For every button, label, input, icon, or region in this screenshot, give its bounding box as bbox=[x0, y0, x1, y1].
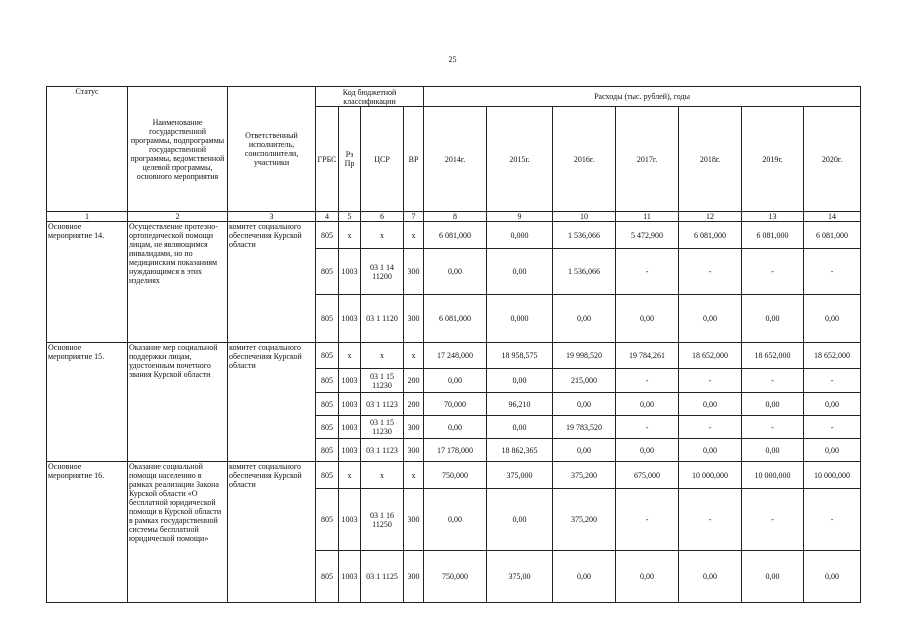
column-number: 12 bbox=[679, 212, 742, 222]
cell-value: 0,00 bbox=[742, 295, 804, 343]
cell-rzpr: х bbox=[339, 462, 361, 489]
column-number: 6 bbox=[361, 212, 404, 222]
cell-value: 96,210 bbox=[487, 393, 553, 416]
cell-value: 375,00 bbox=[487, 551, 553, 603]
cell-value: 0,00 bbox=[679, 295, 742, 343]
cell-grbs: 805 bbox=[316, 462, 339, 489]
cell-value: 0,00 bbox=[487, 416, 553, 439]
cell-csr: 03 1 15 11230 bbox=[361, 369, 404, 393]
cell-value: 0,00 bbox=[742, 439, 804, 462]
header-rzpr: Рз Пр bbox=[339, 107, 361, 212]
cell-value: 375,200 bbox=[553, 462, 616, 489]
header-expenses: Расходы (тыс. рублей), годы bbox=[424, 87, 861, 107]
cell-value: 10 000,000 bbox=[679, 462, 742, 489]
cell-value: 0,00 bbox=[424, 249, 487, 295]
cell-value: - bbox=[804, 249, 861, 295]
column-number: 9 bbox=[487, 212, 553, 222]
cell-rzpr: х bbox=[339, 343, 361, 369]
row-name: Оказание социальной помощи населению в рамках реализации Закона Курской области «О бесплатной юридической помощи в Курской области в рамках государственной системы бесплатной юридической помощи» bbox=[128, 462, 228, 603]
cell-rzpr: 1003 bbox=[339, 439, 361, 462]
header-year: 2018г. bbox=[679, 107, 742, 212]
row-executor: комитет социального обеспечения Курской области bbox=[228, 222, 316, 343]
cell-value: 215,000 bbox=[553, 369, 616, 393]
cell-rzpr: 1003 bbox=[339, 489, 361, 551]
cell-grbs: 805 bbox=[316, 222, 339, 249]
cell-value: 0,00 bbox=[424, 489, 487, 551]
table-row bbox=[47, 343, 861, 369]
cell-value: 0,00 bbox=[487, 369, 553, 393]
cell-value: - bbox=[742, 369, 804, 393]
column-number: 14 bbox=[804, 212, 861, 222]
cell-value: 0,00 bbox=[487, 489, 553, 551]
cell-value: 19 998,520 bbox=[553, 343, 616, 369]
cell-value: - bbox=[742, 489, 804, 551]
cell-vr: 200 bbox=[404, 393, 424, 416]
header-vr: ВР bbox=[404, 107, 424, 212]
cell-vr: 300 bbox=[404, 551, 424, 603]
cell-value: - bbox=[616, 249, 679, 295]
cell-value: 375,200 bbox=[553, 489, 616, 551]
cell-value: 0,000 bbox=[487, 295, 553, 343]
cell-csr: 03 1 1123 bbox=[361, 393, 404, 416]
cell-value: 10 000,000 bbox=[742, 462, 804, 489]
cell-grbs: 805 bbox=[316, 249, 339, 295]
table-row bbox=[47, 462, 861, 489]
header-year: 2019г. bbox=[742, 107, 804, 212]
cell-csr: х bbox=[361, 222, 404, 249]
cell-value: 17 248,000 bbox=[424, 343, 487, 369]
cell-value: 0,000 bbox=[487, 222, 553, 249]
cell-value: - bbox=[804, 489, 861, 551]
cell-value: 10 000,000 bbox=[804, 462, 861, 489]
cell-value: 0,00 bbox=[553, 551, 616, 603]
cell-value: 19 784,261 bbox=[616, 343, 679, 369]
cell-value: 17 178,000 bbox=[424, 439, 487, 462]
cell-csr: 03 1 1123 bbox=[361, 439, 404, 462]
cell-value: - bbox=[616, 416, 679, 439]
column-number: 3 bbox=[228, 212, 316, 222]
cell-grbs: 805 bbox=[316, 343, 339, 369]
cell-value: 0,00 bbox=[679, 551, 742, 603]
column-number: 2 bbox=[128, 212, 228, 222]
cell-grbs: 805 bbox=[316, 369, 339, 393]
column-number: 1 bbox=[47, 212, 128, 222]
cell-value: 1 536,066 bbox=[553, 222, 616, 249]
cell-value: 0,00 bbox=[804, 551, 861, 603]
cell-value: 18 652,000 bbox=[679, 343, 742, 369]
row-executor: комитет социального обеспечения Курской области bbox=[228, 343, 316, 462]
cell-value: 6 081,000 bbox=[424, 222, 487, 249]
cell-value: 0,00 bbox=[679, 393, 742, 416]
cell-vr: 300 bbox=[404, 439, 424, 462]
cell-vr: 300 bbox=[404, 416, 424, 439]
header-status: Статус bbox=[47, 87, 128, 212]
column-number: 7 bbox=[404, 212, 424, 222]
cell-value: 0,00 bbox=[553, 393, 616, 416]
cell-value: 6 081,000 bbox=[804, 222, 861, 249]
header-year: 2014г. bbox=[424, 107, 487, 212]
cell-grbs: 805 bbox=[316, 393, 339, 416]
column-number: 13 bbox=[742, 212, 804, 222]
row-status: Основное мероприятие 15. bbox=[47, 343, 128, 462]
cell-vr: 300 bbox=[404, 249, 424, 295]
cell-value: 0,00 bbox=[616, 439, 679, 462]
cell-value: 750,000 bbox=[424, 462, 487, 489]
cell-value: 19 783,520 bbox=[553, 416, 616, 439]
cell-csr: 03 1 1125 bbox=[361, 551, 404, 603]
cell-value: 18 652,000 bbox=[742, 343, 804, 369]
cell-value: 0,00 bbox=[742, 393, 804, 416]
header-budget-code: Код бюджетной классификации bbox=[316, 87, 424, 107]
column-number: 5 bbox=[339, 212, 361, 222]
cell-rzpr: 1003 bbox=[339, 249, 361, 295]
cell-grbs: 805 bbox=[316, 551, 339, 603]
cell-value: - bbox=[679, 369, 742, 393]
cell-grbs: 805 bbox=[316, 295, 339, 343]
cell-value: 0,00 bbox=[616, 295, 679, 343]
cell-value: 0,00 bbox=[424, 369, 487, 393]
cell-value: 18 958,575 bbox=[487, 343, 553, 369]
row-executor: комитет социального обеспечения Курской области bbox=[228, 462, 316, 603]
cell-rzpr: 1003 bbox=[339, 551, 361, 603]
cell-value: 6 081,000 bbox=[424, 295, 487, 343]
cell-value: 18 652,000 bbox=[804, 343, 861, 369]
cell-value: 70,000 bbox=[424, 393, 487, 416]
cell-value: 675,000 bbox=[616, 462, 679, 489]
cell-vr: х bbox=[404, 343, 424, 369]
cell-grbs: 805 bbox=[316, 416, 339, 439]
cell-vr: 200 bbox=[404, 369, 424, 393]
row-name: Осуществление протезно-ортопедической помощи лицам, не являющимся инвалидами, но по медицинским показаниям нуждающимся в этих изделиях bbox=[128, 222, 228, 343]
header-grbs: ГРБС bbox=[316, 107, 339, 212]
cell-csr: 03 1 15 11230 bbox=[361, 416, 404, 439]
cell-csr: х bbox=[361, 343, 404, 369]
cell-value: 0,00 bbox=[679, 439, 742, 462]
header-year: 2015г. bbox=[487, 107, 553, 212]
column-number: 4 bbox=[316, 212, 339, 222]
cell-value: 0,00 bbox=[804, 439, 861, 462]
cell-rzpr: 1003 bbox=[339, 295, 361, 343]
cell-value: 0,00 bbox=[553, 295, 616, 343]
cell-value: 6 081,000 bbox=[742, 222, 804, 249]
row-name: Оказание мер социальной поддержки лицам, удостоенным почетного звания Курской области bbox=[128, 343, 228, 462]
cell-value: 0,00 bbox=[616, 551, 679, 603]
cell-vr: х bbox=[404, 462, 424, 489]
table-row bbox=[47, 222, 861, 249]
cell-value: - bbox=[804, 416, 861, 439]
row-status: Основное мероприятие 14. bbox=[47, 222, 128, 343]
column-number: 10 bbox=[553, 212, 616, 222]
cell-rzpr: х bbox=[339, 222, 361, 249]
cell-grbs: 805 bbox=[316, 489, 339, 551]
cell-rzpr: 1003 bbox=[339, 416, 361, 439]
budget-table bbox=[46, 86, 861, 603]
cell-value: 0,00 bbox=[487, 249, 553, 295]
cell-value: 0,00 bbox=[553, 439, 616, 462]
cell-rzpr: 1003 bbox=[339, 369, 361, 393]
cell-vr: х bbox=[404, 222, 424, 249]
cell-value: - bbox=[679, 489, 742, 551]
cell-value: 0,00 bbox=[616, 393, 679, 416]
cell-rzpr: 1003 bbox=[339, 393, 361, 416]
cell-csr: 03 1 14 11200 bbox=[361, 249, 404, 295]
column-number: 11 bbox=[616, 212, 679, 222]
cell-value: 5 472,900 bbox=[616, 222, 679, 249]
cell-value: 18 862,365 bbox=[487, 439, 553, 462]
header-year: 2017г. bbox=[616, 107, 679, 212]
header-year: 2016г. bbox=[553, 107, 616, 212]
cell-value: - bbox=[804, 369, 861, 393]
cell-value: 6 081,000 bbox=[679, 222, 742, 249]
cell-value: 375,000 bbox=[487, 462, 553, 489]
cell-value: - bbox=[742, 416, 804, 439]
cell-value: - bbox=[742, 249, 804, 295]
cell-value: 1 536,066 bbox=[553, 249, 616, 295]
cell-value: 0,00 bbox=[804, 295, 861, 343]
header-csr: ЦСР bbox=[361, 107, 404, 212]
header-year: 2020г. bbox=[804, 107, 861, 212]
cell-grbs: 805 bbox=[316, 439, 339, 462]
cell-vr: 300 bbox=[404, 489, 424, 551]
cell-value: - bbox=[616, 489, 679, 551]
cell-csr: х bbox=[361, 462, 404, 489]
cell-vr: 300 bbox=[404, 295, 424, 343]
column-number: 8 bbox=[424, 212, 487, 222]
column-numbers-row bbox=[47, 212, 861, 222]
cell-csr: 03 1 1120 bbox=[361, 295, 404, 343]
cell-value: 0,00 bbox=[424, 416, 487, 439]
cell-value: 750,000 bbox=[424, 551, 487, 603]
header-name: Наименование государственной программы, подпрограммы государственной программы, ведомственной целевой программы, основного мероприятия bbox=[128, 87, 228, 212]
row-status: Основное мероприятие 16. bbox=[47, 462, 128, 603]
cell-value: 0,00 bbox=[742, 551, 804, 603]
cell-value: - bbox=[679, 416, 742, 439]
cell-value: - bbox=[616, 369, 679, 393]
cell-csr: 03 1 16 11250 bbox=[361, 489, 404, 551]
cell-value: - bbox=[679, 249, 742, 295]
cell-value: 0,00 bbox=[804, 393, 861, 416]
header-executor: Ответственный исполнитель, соисполнители, участники bbox=[228, 87, 316, 212]
page-number: 25 bbox=[448, 55, 457, 64]
